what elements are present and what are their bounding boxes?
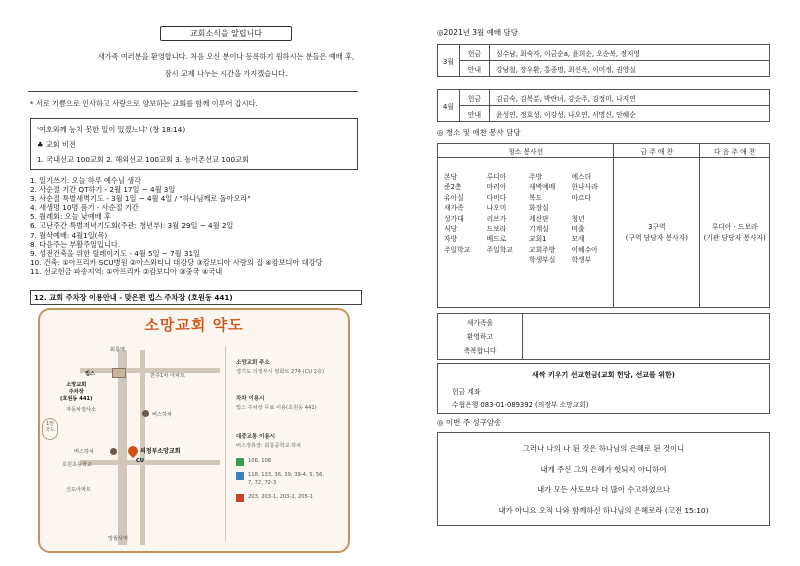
worship-table-april bbox=[437, 89, 770, 122]
newcomer-label bbox=[438, 314, 523, 359]
list-item: 교회1 bbox=[529, 235, 547, 244]
names-cell: 김금숙, 김복분, 박란녀, 강순주, 김정미, 나지연 bbox=[490, 90, 770, 106]
list-item: 이혜수아 bbox=[571, 245, 598, 254]
list-item: 학생부 bbox=[571, 256, 592, 265]
divider bbox=[28, 91, 358, 92]
map-label-north: 회룡역 bbox=[110, 347, 126, 353]
list-item: 학생부실 bbox=[529, 256, 556, 265]
list-item: 다비다 bbox=[486, 193, 507, 202]
bus-green-icon bbox=[236, 458, 244, 466]
cleaning-col-1 bbox=[438, 158, 481, 308]
list-item: 주일학교 bbox=[486, 245, 513, 254]
parking-notice: 12. 교회 주차장 이용안내 - 맞은편 빕스 주차장 (호원동 441) bbox=[30, 290, 362, 305]
news-item: 1. 일기쓰기: 오늘 하루 예수님 생각 bbox=[30, 176, 141, 185]
names-cell: 심수남, 최숙자, 이금순a, 윤희순, 오순복, 정지영 bbox=[490, 45, 770, 61]
kind-cell: 안내 bbox=[460, 106, 490, 122]
news-item: 9. 성전건축을 위한 릴레이기도 - 4월 5일 ~ 7월 31일 bbox=[30, 248, 200, 258]
map-label-busstop: 버스하차 bbox=[152, 412, 173, 418]
map-label-church: 의정부소망교회 bbox=[140, 448, 181, 455]
list-item: 계산판 bbox=[529, 214, 549, 223]
map-label-vips: 빕스 bbox=[85, 371, 96, 377]
kind-cell: 안내 bbox=[460, 61, 490, 77]
next-week-group: 루디아 · 드보라 bbox=[711, 222, 758, 231]
verse-line: 내가 모든 사도보다 더 많이 수고하였으나 bbox=[536, 485, 671, 494]
list-item: 루디아 bbox=[486, 173, 507, 181]
map-label-busstop2: 버스하차 bbox=[74, 449, 95, 455]
next-week-sub: (기관 담당자 봉사자) bbox=[703, 233, 766, 242]
table-row bbox=[438, 158, 770, 308]
mission-account-number: 수협은행 083-01-089392 (의정부 소망교회) bbox=[452, 401, 589, 409]
verse-line: 그러나 나의 나 된 것은 하나님의 은혜로 된 것이니 bbox=[522, 444, 685, 453]
newcomer-line: 새가족을 bbox=[466, 319, 494, 327]
newcomer-box bbox=[437, 313, 770, 360]
table-row bbox=[438, 45, 770, 61]
list-item: 청년 bbox=[571, 214, 585, 223]
verse-section-title: ◎ 이번 주 성구암송 bbox=[437, 418, 502, 427]
map-title: 소망교회 약도 bbox=[144, 316, 244, 334]
list-item: 새가족 bbox=[444, 204, 464, 213]
list-item: 식당 bbox=[444, 225, 458, 234]
welcome-text bbox=[28, 48, 424, 82]
address-text: 경기도 의정부시 평화로 274 (CU 2층) bbox=[236, 369, 325, 375]
mission-title: 새싹 키우기 선교헌금(교회 헌당, 선교를 위한) bbox=[532, 371, 675, 379]
church-map bbox=[38, 308, 350, 553]
map-divider bbox=[225, 346, 226, 541]
news-item: 11. 선교헌금 파송지역: ①아프리카 ②캄보디아 ③중국 ④국내 bbox=[30, 266, 223, 276]
map-label-cu: CU bbox=[136, 458, 145, 464]
news-item: 3. 사순절 특별새벽기도 - 3월 1일 ~ 4월 4일 / "하나님께로 돌아오라" bbox=[30, 194, 251, 204]
car-heading: 차차 이용시 bbox=[236, 396, 265, 402]
notice-title: 교회소식을 알립니다 bbox=[160, 26, 292, 41]
bus-red-lines: 203, 203-1, 203-2, 205-1 bbox=[248, 494, 314, 500]
map-label-inspection: 자동차검사소 bbox=[66, 407, 97, 413]
mission-account-label: 헌금 계좌 bbox=[452, 388, 481, 396]
table-row bbox=[438, 61, 770, 77]
news-item: 4. 새생명 10명 품기 - 사순절 기간 bbox=[30, 203, 139, 213]
list-item: 기계실 bbox=[529, 225, 549, 234]
map-label-apartment1: 한주1차 아파트 bbox=[150, 373, 186, 379]
month-cell: 3월 bbox=[438, 45, 460, 77]
greeting-note: * 서로 기쁨으로 인사하고 사랑으로 양보하는 교회를 함께 이루어 갑시다. bbox=[30, 99, 258, 108]
kind-cell: 헌금 bbox=[460, 45, 490, 61]
newcomer-line: 축복합니다 bbox=[463, 347, 497, 355]
list-item: 본당 bbox=[444, 173, 458, 181]
welcome-line-2: 잠시 교제 나누는 시간을 가지겠습니다. bbox=[164, 69, 288, 78]
bus-stop-marker-2 bbox=[110, 448, 117, 455]
road-main bbox=[118, 350, 127, 545]
vision-box bbox=[30, 118, 358, 170]
names-cell: 윤성연, 정효성, 이강성, 나오연, 서명신, 안혜순 bbox=[490, 106, 770, 122]
news-item: 6. 고난주간 특별저녁기도회(주관: 청년부): 3월 29일 ~ 4월 2일 bbox=[30, 221, 234, 231]
road-sign: 1번 국도 bbox=[42, 418, 58, 440]
list-item: 베드로 bbox=[486, 235, 507, 244]
car-text: 빕스 주차장 무료 이용(호원동 441) bbox=[236, 405, 317, 411]
this-week-cell bbox=[614, 158, 700, 308]
verse-line: 내게 주신 그의 은혜가 헛되지 아니하여 bbox=[540, 464, 667, 474]
list-item bbox=[571, 203, 609, 213]
list-item: 준2층 bbox=[444, 183, 462, 192]
list-item: 자방 bbox=[444, 235, 458, 244]
list-item: 복도 bbox=[529, 193, 543, 202]
list-item: 드보라 bbox=[486, 225, 507, 234]
news-list bbox=[30, 176, 323, 276]
address-heading: 소망교회 주소 bbox=[236, 360, 270, 366]
cleaning-table bbox=[437, 143, 770, 308]
header-next-week: 다 음 주 애 찬 bbox=[700, 144, 770, 158]
news-item: 10. 건축: ①아프리카 SCU병원 ②아스와티니 대강당 ③캄보디아 사랑의 집 ④캄보디아 대강당 bbox=[30, 257, 323, 267]
list-item: 마리아 bbox=[486, 183, 507, 192]
church-marker-icon bbox=[126, 444, 140, 458]
list-item: 마르다 bbox=[571, 193, 592, 202]
cleaning-col-4 bbox=[565, 158, 613, 308]
table-header-row bbox=[438, 144, 770, 158]
header-this-week: 금 주 애 찬 bbox=[614, 144, 700, 158]
list-item: 교회주방 bbox=[529, 245, 556, 254]
list-item: 주방 bbox=[529, 173, 543, 181]
vision-items: 1. 국내선교 100교회 2. 해외선교 100교회 3. 농어촌선교 100교회 bbox=[37, 155, 249, 164]
list-item: 에스더 bbox=[571, 173, 592, 181]
map-label-apt2: 신도아파트 bbox=[66, 487, 92, 493]
header-cleaning: 청소 봉사선 bbox=[438, 144, 614, 158]
bus-green-lines: 106, 108 bbox=[248, 458, 272, 464]
list-item: 성가대 bbox=[444, 214, 464, 223]
cleaning-col-3 bbox=[523, 158, 565, 308]
news-item: 8. 다음주는 부활주일입니다. bbox=[30, 239, 121, 249]
names-cell: 강남철, 장우환, 홍종명, 최선옥, 이미정, 권영실 bbox=[490, 61, 770, 77]
news-item: 2. 사순절 기간 QT하기 - 2월 17일 ~ 4월 3일 bbox=[30, 185, 176, 195]
list-item: 한나사라 bbox=[571, 183, 598, 192]
list-item: 나오미 bbox=[486, 204, 507, 213]
worship-table-march bbox=[437, 44, 770, 77]
worship-section-title: ◎2021년 3월 예배 담당 bbox=[437, 28, 519, 37]
next-week-cell bbox=[700, 158, 770, 308]
month-cell: 4월 bbox=[438, 90, 460, 122]
list-item: 화장실 bbox=[529, 204, 549, 213]
vision-verse: '여호와께 능치 못한 일이 있겠느냐' (창 18:14) bbox=[37, 125, 186, 134]
map-label-south: 망월사역 bbox=[108, 536, 129, 542]
vision-title: ♣ 교회 비전 bbox=[37, 140, 76, 149]
list-item: 새벽예배 bbox=[529, 183, 556, 192]
list-item: 리브가 bbox=[486, 214, 507, 223]
this-week-group: 3구역 bbox=[648, 222, 666, 231]
newcomer-line: 환영하고 bbox=[466, 333, 494, 341]
list-item: 주일학교 bbox=[444, 245, 471, 254]
verse-line: 내가 아니요 오직 나와 함께하신 하나님의 은혜로라 (고전 15:10) bbox=[498, 505, 709, 515]
list-item: 비출 bbox=[571, 225, 585, 234]
vips-marker bbox=[112, 368, 126, 378]
news-item: 7. 월삭예배: 4월1일(목) bbox=[30, 230, 108, 240]
map-label-school: 호원초등학교 bbox=[62, 462, 93, 468]
news-item: 5. 월례회: 오늘 낮예배 후 bbox=[30, 212, 111, 222]
transit-text: 버스정류장: 회룡중학교 하차 bbox=[236, 443, 302, 449]
list-item: 유아실 bbox=[444, 193, 464, 202]
this-week-sub: (구역 담당자 봉사자) bbox=[625, 233, 688, 242]
cleaning-col-2 bbox=[481, 158, 523, 308]
welcome-line-1: 새가족 여러분을 환영합니다. 처음 오신 분이나 등록하기 원하시는 분들은 예배 후, bbox=[97, 52, 355, 61]
map-label-parking: 소망교회 주차장 (호원동 441) bbox=[60, 382, 93, 402]
memory-verse-box bbox=[437, 432, 770, 526]
transit-heading: 대중교통 이용시 bbox=[236, 434, 276, 440]
mission-offering-box bbox=[437, 363, 770, 414]
bus-blue-icon bbox=[236, 472, 244, 480]
bus-blue-lines: 118, 133, 36, 39, 39-4, 5, 56, 7, 72, 72-3 bbox=[248, 472, 325, 486]
kind-cell: 헌금 bbox=[460, 90, 490, 106]
cleaning-section-title: ◎ 청소 및 애찬 봉사 담당 bbox=[437, 128, 521, 137]
bus-stop-marker bbox=[142, 410, 149, 417]
table-row bbox=[438, 90, 770, 106]
list-item: 모세 bbox=[571, 235, 585, 244]
table-row bbox=[438, 106, 770, 122]
bus-red-icon bbox=[236, 494, 244, 502]
